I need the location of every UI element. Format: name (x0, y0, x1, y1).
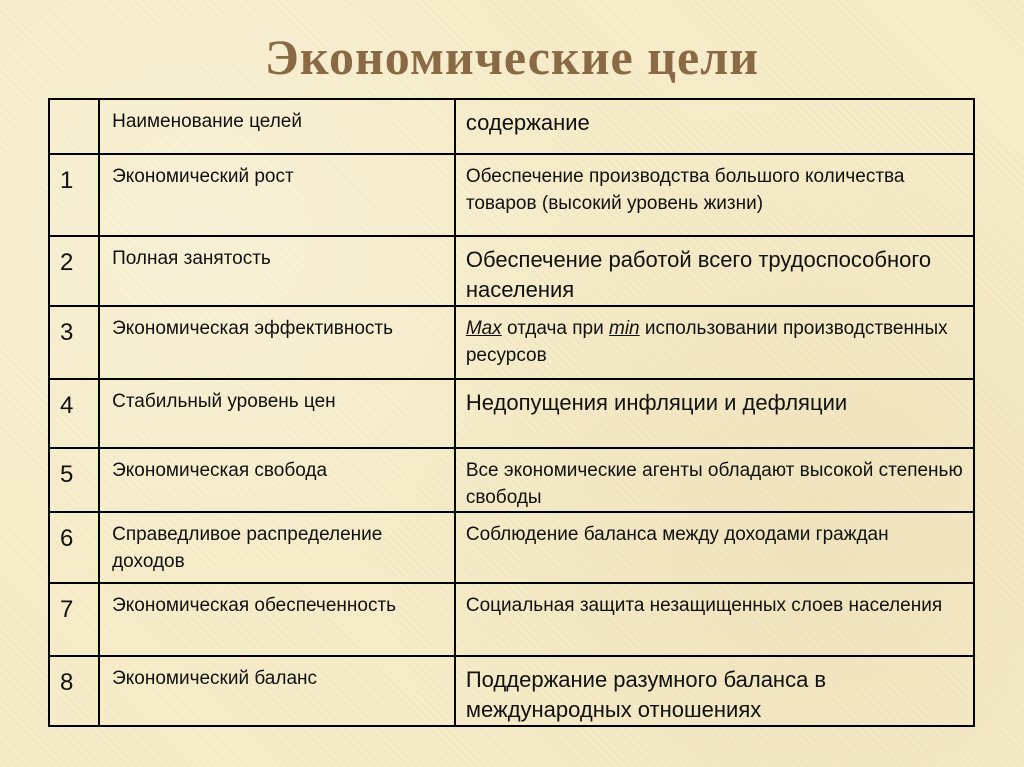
goal-content: Поддержание разумного баланса в международных отношениях (455, 656, 974, 726)
table-row (49, 306, 974, 379)
goal-content: Все экономические агенты обладают высокой степенью свободы (455, 448, 974, 512)
goal-name: Экономический рост (99, 154, 455, 236)
goal-content: Обеспечение работой всего трудоспособного населения (455, 236, 974, 306)
table-row (49, 656, 974, 726)
goal-name: Экономическая обеспеченность (99, 583, 455, 656)
header-num-cell (49, 99, 99, 154)
goal-content: Соблюдение баланса между доходами граждан (455, 512, 974, 583)
row-number: 2 (49, 236, 99, 306)
goal-name: Справедливое распределение доходов (99, 512, 455, 583)
row-number: 1 (49, 154, 99, 236)
goal-name: Полная занятость (99, 236, 455, 306)
header-content-cell: содержание (455, 99, 974, 154)
min-word: min (609, 318, 640, 339)
goal-name: Экономический баланс (99, 656, 455, 726)
content-mid: отдача при (501, 318, 609, 339)
slide-title: Экономические цели (264, 29, 760, 85)
goal-content: Социальная защита незащищенных слоев населения (455, 583, 974, 656)
goal-content (455, 306, 974, 379)
content-rest: использовании производственных ресурсов (465, 318, 948, 366)
row-number: 4 (49, 379, 99, 448)
table-row (49, 154, 974, 236)
table-header-row (49, 99, 974, 154)
goal-name: Экономическая эффективность (99, 306, 455, 379)
goal-content: Недопущения инфляции и дефляции (455, 379, 974, 448)
table-row (49, 379, 974, 448)
table-row (49, 236, 974, 306)
table-row (49, 583, 974, 656)
row-number: 7 (49, 583, 99, 656)
table-row (49, 512, 974, 583)
row-number: 5 (49, 448, 99, 512)
goal-name: Экономическая свобода (99, 448, 455, 512)
goal-name: Стабильный уровень цен (99, 379, 455, 448)
goal-content: Обеспечение производства большого количества товаров (высокий уровень жизни) (455, 154, 974, 236)
row-number: 6 (49, 512, 99, 583)
row-number: 8 (49, 656, 99, 726)
header-name-cell: Наименование целей (99, 99, 455, 154)
goals-table (48, 98, 975, 727)
max-word: Max (465, 318, 502, 339)
table-row (49, 448, 974, 512)
row-number: 3 (49, 306, 99, 379)
